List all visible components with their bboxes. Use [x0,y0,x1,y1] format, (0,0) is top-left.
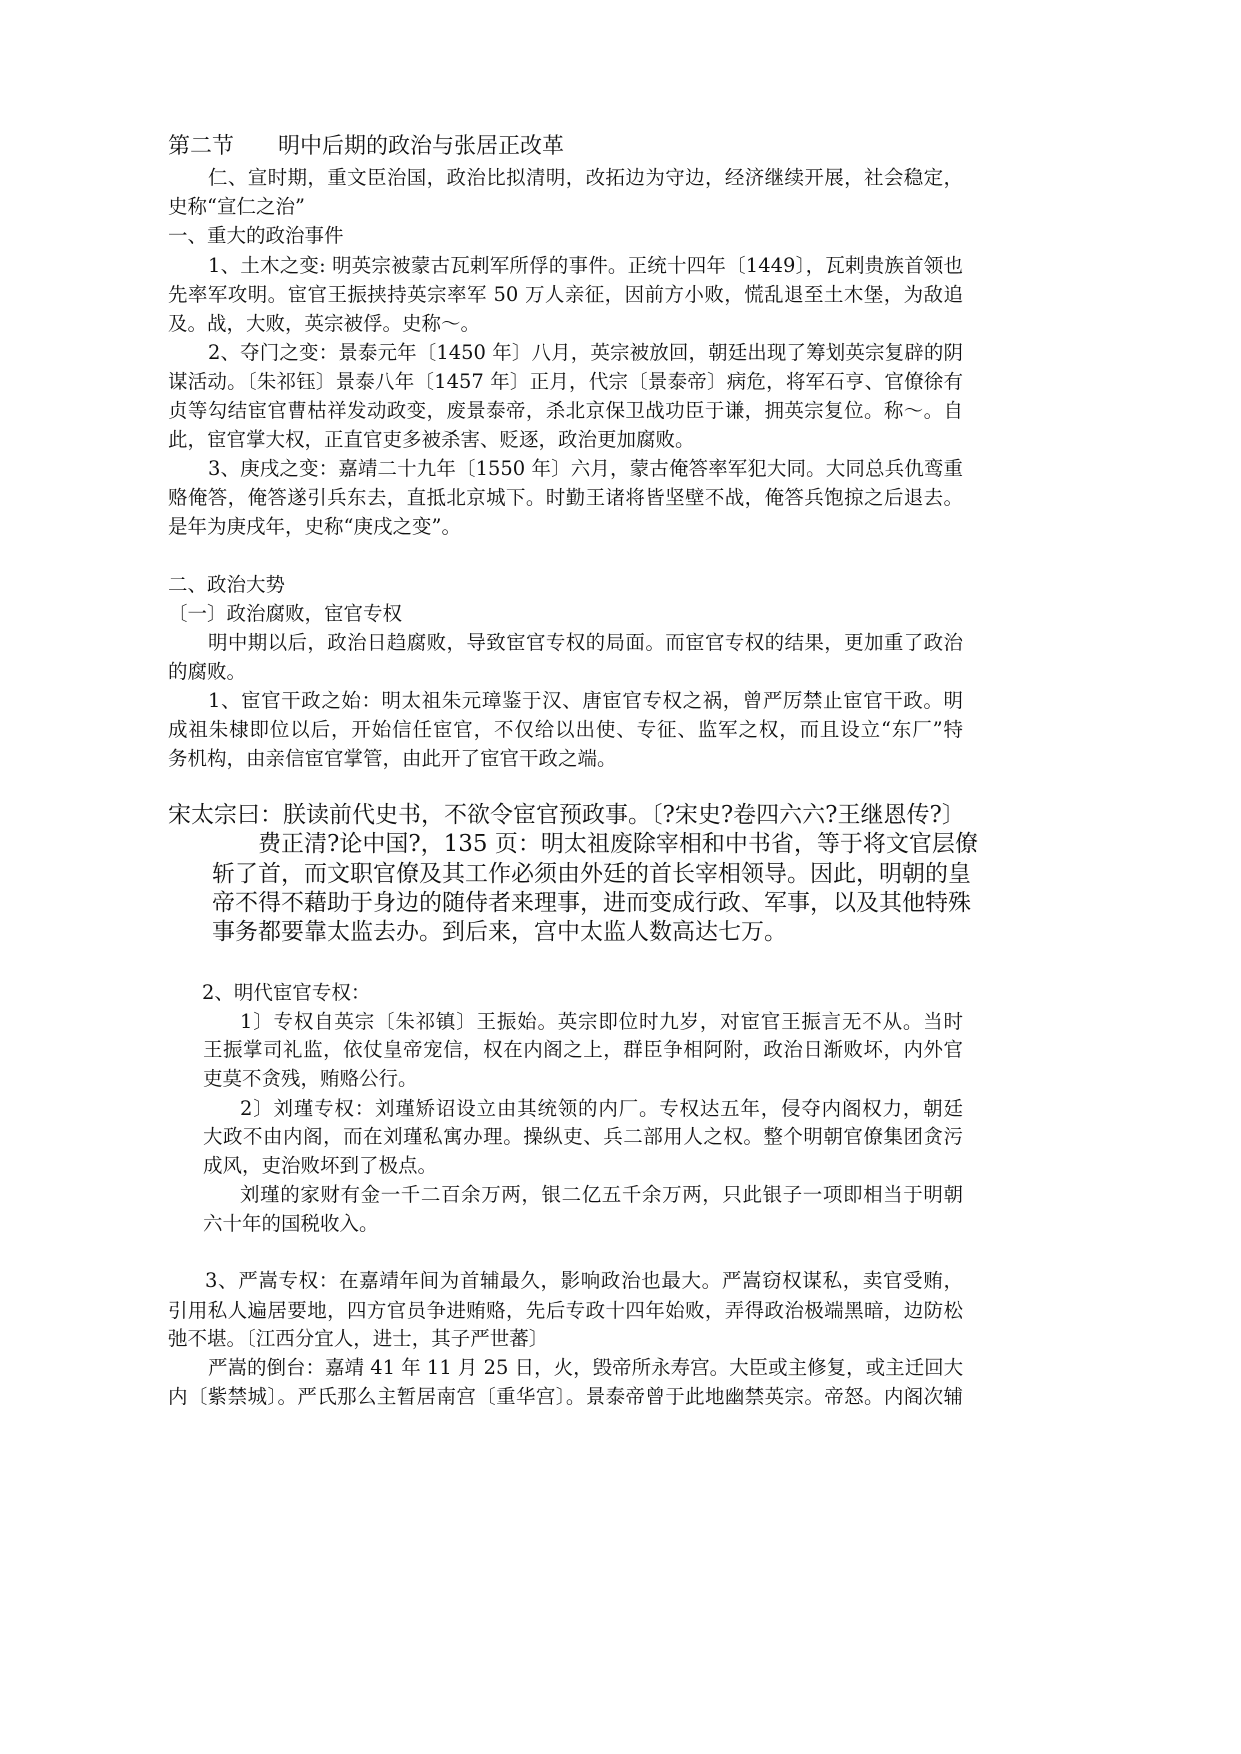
paragraph-line: 先率军攻明。宦官王振挟持英宗率军 50 万人亲征，因前方小败，慌乱退至土木堡，为敌追 [168,283,963,306]
paragraph-line: 1〕专权自英宗〔朱祁镇〕王振始。英宗即位时九岁，对宦官王振言无不从。当时 [240,1010,963,1033]
paragraph-line: 内〔紫禁城〕。严氏那么主暂居南宫〔重华宫〕。景泰帝曾于此地幽禁英宗。帝怒。内阁次辅 [168,1385,963,1408]
note-line: 帝不得不藉助于身边的随侍者来理事，进而变成行政、军事，以及其他特殊 [212,890,971,916]
paragraph-line: 六十年的国税收入。 [203,1212,379,1235]
paragraph-line: 3、庚戌之变：嘉靖二十九年〔1550 年〕六月，蒙古俺答率军犯大同。大同总兵仇鸾重 [208,457,963,480]
quote-line: 宋太宗曰：朕读前代史书，不欲令宦官预政事。〔?宋史?卷四六六?王继恩传?〕 [168,802,965,828]
paragraph-line: 严嵩的倒台：嘉靖 41 年 11 月 25 日，火，毁帝所永寿宫。大臣或主修复，或主迁回大 [208,1356,964,1379]
heading-2: 二、政治大势 [168,573,286,596]
paragraph-line: 明中期以后，政治日趋腐败，导致宦官专权的局面。而宦官专权的结果，更加重了政治 [208,631,963,654]
intro-line: 仁、宣时期，重文臣治国，政治比拟清明，改拓边为守边，经济继续开展，社会稳定， [208,166,963,189]
paragraph-line: 成风，吏治败坏到了极点。 [203,1154,438,1177]
paragraph-line: 吏莫不贪残，贿赂公行。 [203,1067,418,1090]
paragraph-line: 3、严嵩专权：在嘉靖年间为首辅最久，影响政治也最大。严嵩窃权谋私，卖官受贿， [205,1269,963,1292]
note-line: 斩了首，而文职官僚及其工作必须由外廷的首长宰相领导。因此，明朝的皇 [212,861,971,887]
paragraph-line: 引用私人遍居要地，四方官员争进贿赂，先后专政十四年始败，弄得政治极端黑暗，边防松 [168,1299,963,1322]
heading-1: 一、重大的政治事件 [168,224,344,247]
paragraph-line: 是年为庚戌年，史称“庚戌之变”。 [168,515,461,538]
paragraph-line: 务机构，由亲信宦官掌管，由此开了宦官干政之端。 [168,747,617,770]
note-line: 费正清?论中国?，135 页：明太祖废除宰相和中书省，等于将文官层僚 [258,831,978,857]
section-title: 第二节 明中后期的政治与张居正改革 [168,134,565,159]
paragraph-line: 此，宦官掌大权，正直官吏多被杀害、贬逐，政治更加腐败。 [168,428,695,451]
paragraph-line: 贞等勾结宦官曹枯祥发动政变，废景泰帝，杀北京保卫战功臣于谦，拥英宗复位。称～。自 [168,399,963,422]
paragraph-line: 谋活动。〔朱祁钰〕景泰八年〔1457 年〕正月，代宗〔景泰帝〕病危，将军石亨、官僚徐有 [168,370,963,393]
paragraph-line: 2〕刘瑾专权：刘瑾矫诏设立由其统领的内厂。专权达五年，侵夺内阁权力，朝廷 [240,1097,963,1120]
paragraph-heading: 2、明代宦官专权： [202,981,371,1004]
paragraph-line: 1、宦官干政之始：明太祖朱元璋鉴于汉、唐宦官专权之祸，曾严厉禁止宦官干政。明 [208,689,963,712]
paragraph-line: 2、夺门之变：景泰元年〔1450 年〕八月，英宗被放回，朝廷出现了筹划英宗复辟的阴 [208,341,963,364]
paragraph-line: 的腐败。 [168,660,247,683]
paragraph-line: 大政不由内阁，而在刘瑾私寓办理。操纵吏、兵二部用人之权。整个明朝官僚集团贪污 [203,1125,963,1148]
note-line: 事务都要靠太监去办。到后来，宫中太监人数高达七万。 [212,919,787,945]
paragraph-line: 弛不堪。〔江西分宜人，进士，其子严世蕃〕 [168,1327,549,1350]
paragraph-line: 赂俺答，俺答遂引兵东去，直抵北京城下。时勤王诸将皆坚壁不战，俺答兵饱掠之后退去。 [168,486,963,509]
subheading: 〔一〕政治腐败，宦官专权 [168,602,403,625]
paragraph-line: 刘瑾的家财有金一千二百余万两，银二亿五千余万两，只此银子一项即相当于明朝 [240,1183,963,1206]
paragraph-line: 王振掌司礼监，依仗皇帝宠信，权在内阁之上，群臣争相阿附，政治日渐败坏，内外官 [203,1038,963,1061]
intro-line: 史称“宣仁之治” [168,195,305,218]
paragraph-line: 成祖朱棣即位以后，开始信任宦官，不仅给以出使、专征、监军之权，而且设立“东厂”特 [168,718,963,741]
paragraph-line: 1、土木之变: 明英宗被蒙古瓦剌军所俘的事件。正统十四年〔1449〕，瓦剌贵族首领也 [208,254,963,277]
paragraph-line: 及。战，大败，英宗被俘。史称～。 [168,312,481,335]
